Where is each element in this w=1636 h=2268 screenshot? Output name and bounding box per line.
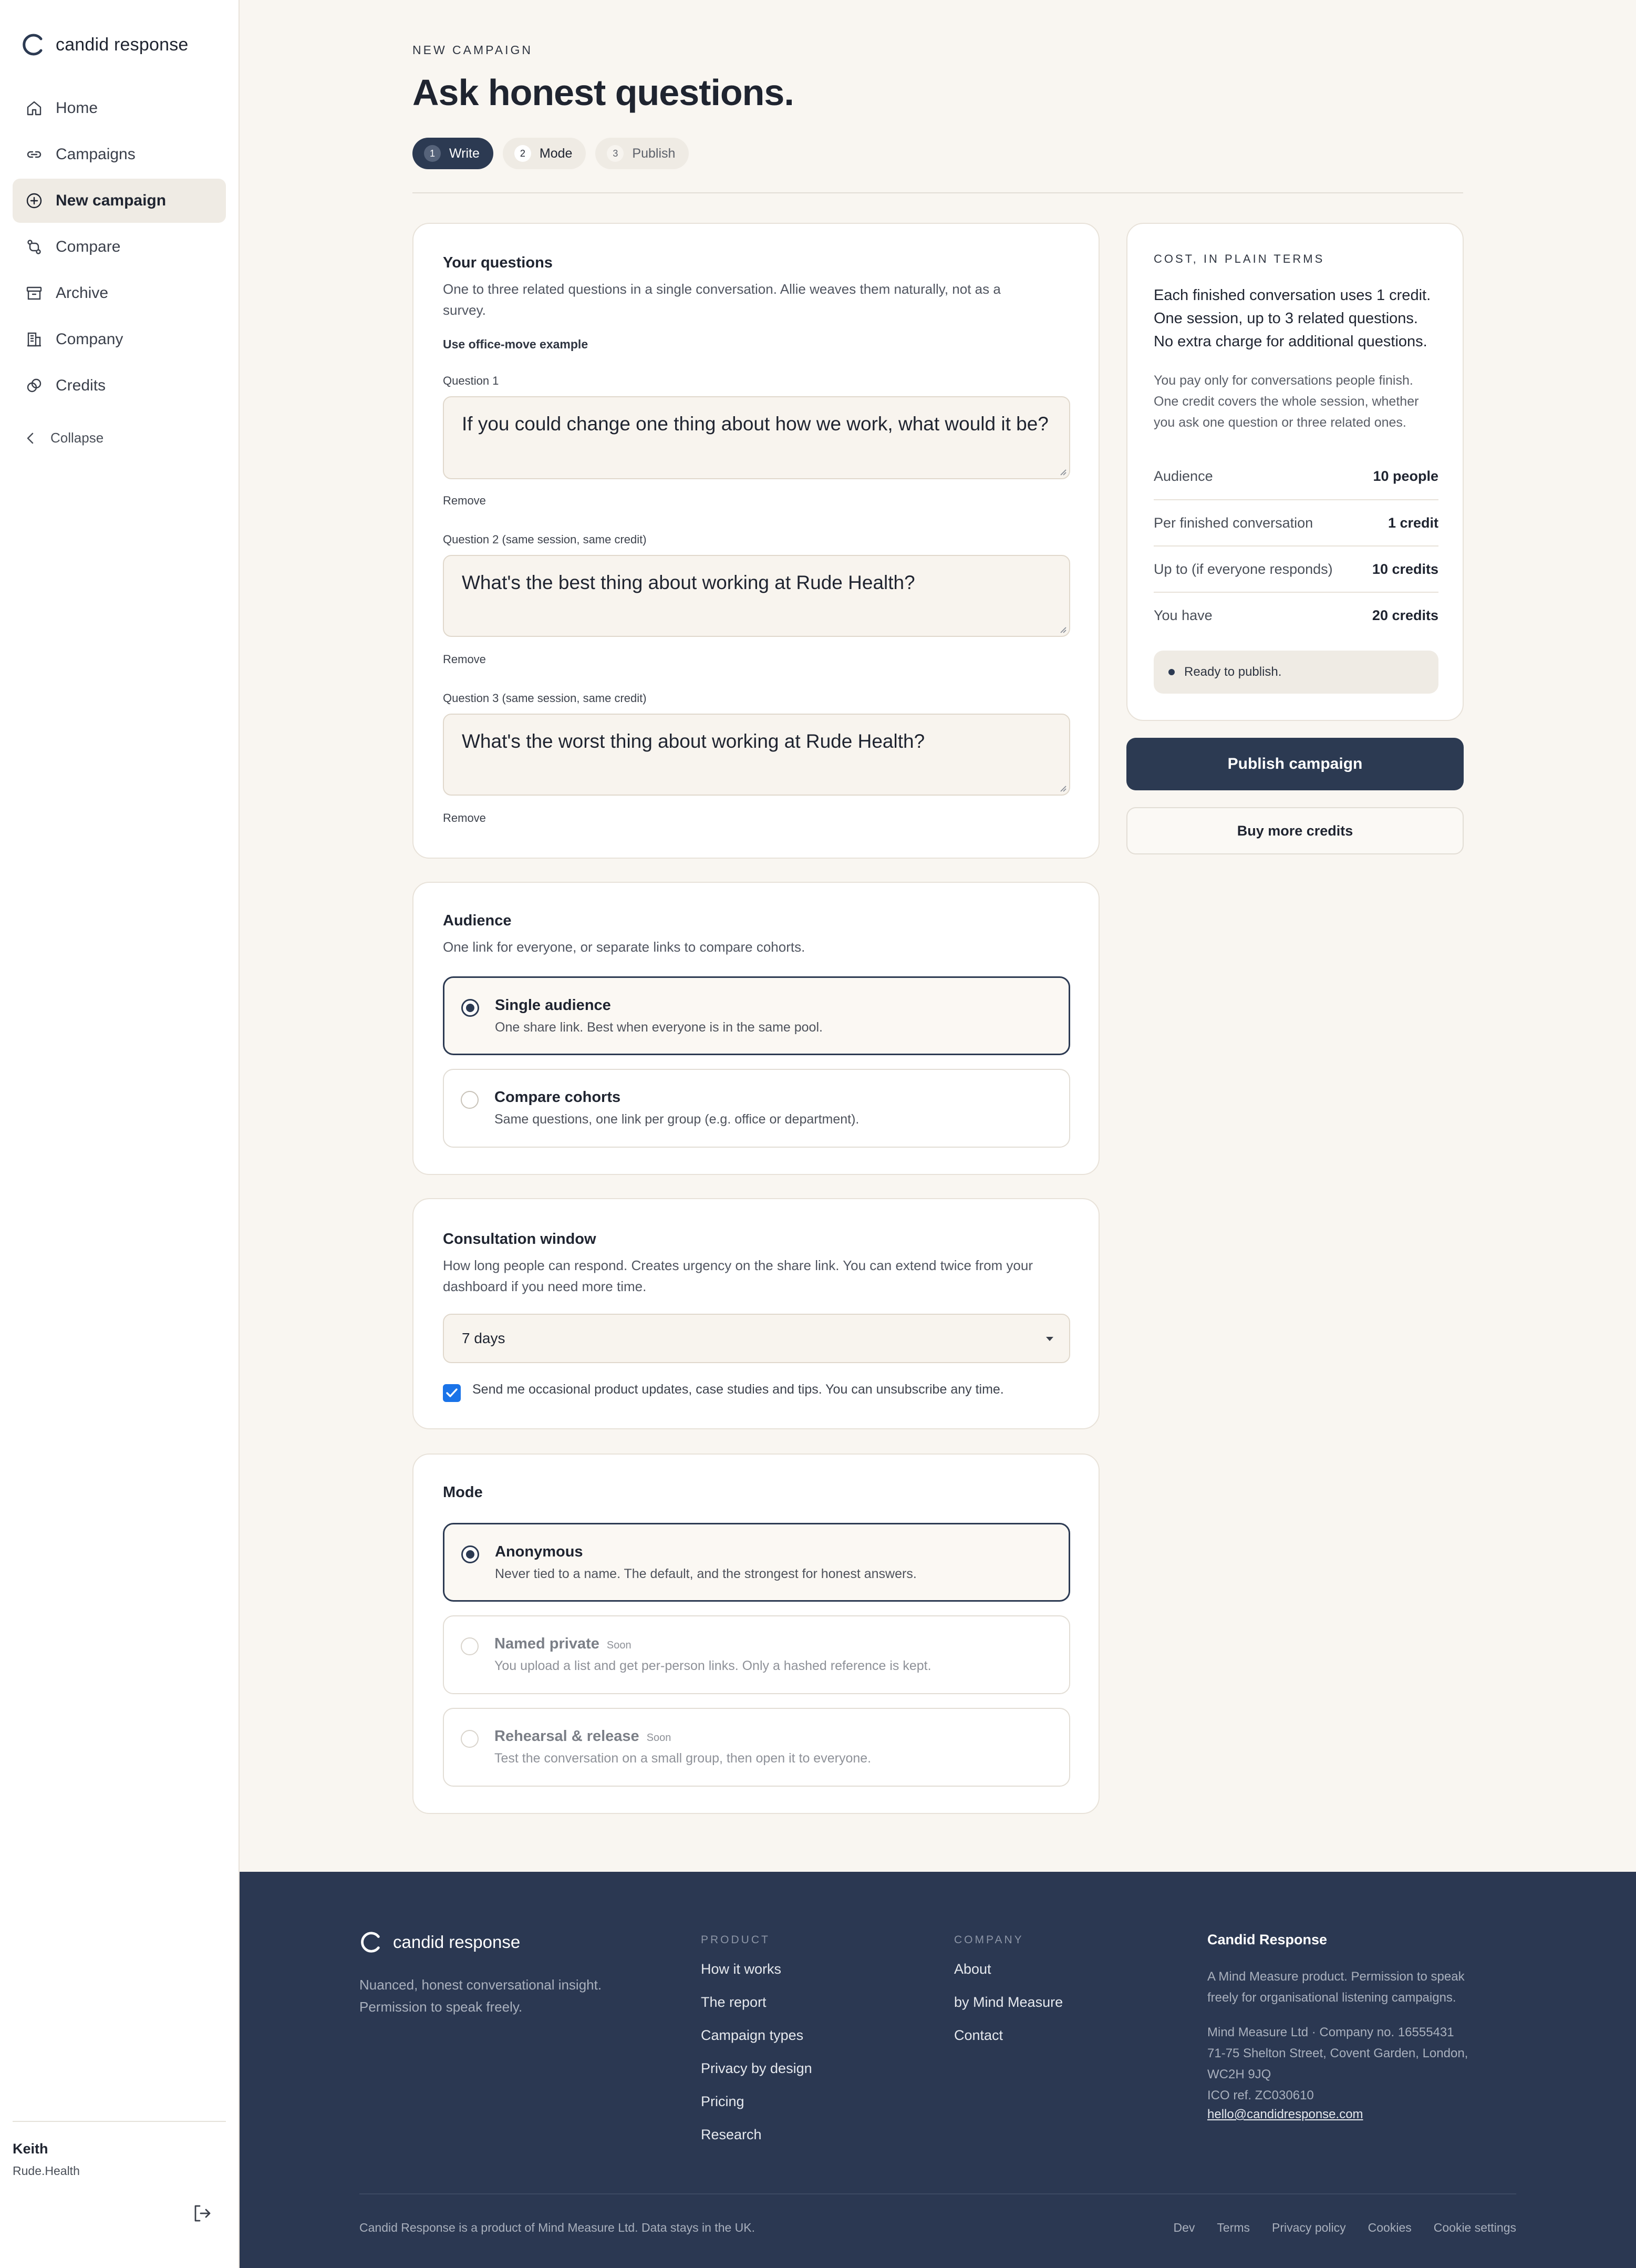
sidebar-item-new-campaign[interactable]: [13, 179, 226, 223]
mode-card: [412, 1453, 1100, 1814]
cost-lead-line: Each finished conversation uses 1 credit.: [1154, 287, 1431, 304]
header-divider: [412, 192, 1463, 193]
page-title: Ask honest questions.: [412, 72, 794, 113]
ready-status-text: Ready to publish.: [1184, 665, 1282, 679]
option-title: Anonymous: [495, 1543, 583, 1560]
footer-about-line: A Mind Measure product. Permission to speak: [1207, 1970, 1465, 1984]
footer-about-title: Candid Response: [1207, 1932, 1328, 1947]
mode-option-rehearsal[interactable]: [443, 1708, 1070, 1787]
option-desc: Test the conversation on a small group, then open it to everyone.: [494, 1751, 872, 1766]
footer-address-line: ICO ref. ZC030610: [1207, 2088, 1314, 2102]
building-icon: [25, 331, 43, 348]
questions-subtitle-line1: One to three related questions in a single conversation. Allie weaves them naturally, not as a: [443, 281, 1001, 297]
cost-eyebrow: COST, IN PLAIN TERMS: [1154, 252, 1325, 265]
sidebar-nav: [13, 86, 226, 410]
option-title: Rehearsal & release: [494, 1728, 639, 1745]
audience-subtitle: One link for everyone, or separate links to compare cohorts.: [443, 939, 805, 955]
option-title-wrap: [494, 1728, 671, 1745]
footer-legal: Candid Response is a product of Mind Measure Ltd. Data stays in the UK.: [359, 2221, 755, 2234]
step-label: Mode: [539, 146, 573, 161]
sidebar: [0, 0, 240, 2268]
footer-link[interactable]: Privacy by design: [701, 2060, 812, 2076]
mode-option-anonymous[interactable]: [443, 1523, 1070, 1602]
remove-question-2-button[interactable]: Remove: [443, 653, 486, 666]
home-icon: [25, 99, 43, 117]
radio-unselected-icon: [461, 1637, 479, 1655]
updates-optin-label: Send me occasional product updates, case studies and tips. You can unsubscribe any time.: [472, 1382, 1004, 1397]
cost-note-line: you ask one question or three related ones.: [1154, 415, 1406, 430]
option-title-wrap: [494, 1635, 631, 1653]
updates-optin-checkbox[interactable]: [443, 1384, 461, 1402]
logout-icon[interactable]: [191, 2203, 212, 2224]
soon-badge: Soon: [646, 1732, 671, 1744]
status-dot-icon: [1168, 669, 1175, 675]
ready-status: [1154, 651, 1438, 694]
footer-legal-link[interactable]: Privacy policy: [1272, 2221, 1346, 2234]
archive-icon: [25, 284, 43, 302]
footer-tagline-line: Permission to speak freely.: [359, 1999, 523, 2015]
question-3-input[interactable]: What's the worst thing about working at Rude Health?: [443, 714, 1070, 796]
resize-grip-icon[interactable]: [1059, 784, 1067, 792]
footer-about: [1207, 1966, 1502, 2008]
sidebar-item-credits[interactable]: [13, 364, 226, 408]
sidebar-item-label: Company: [56, 331, 123, 348]
questions-subtitle-line2: survey.: [443, 302, 486, 318]
footer-product-links: [701, 1961, 812, 2160]
audience-option-cohorts[interactable]: [443, 1069, 1070, 1148]
audience-card: [412, 882, 1100, 1175]
sidebar-item-label: New campaign: [56, 192, 167, 209]
footer-link[interactable]: by Mind Measure: [954, 1994, 1063, 2010]
radio-selected-icon: [461, 1545, 479, 1563]
link-icon: [25, 146, 43, 163]
sidebar-item-label: Home: [56, 99, 98, 117]
step-label: Write: [449, 146, 480, 161]
publish-campaign-button[interactable]: Publish campaign: [1126, 738, 1464, 790]
sidebar-item-archive[interactable]: [13, 271, 226, 315]
sidebar-item-label: Archive: [56, 284, 109, 302]
footer-legal-link[interactable]: Terms: [1217, 2221, 1250, 2234]
footer-product-heading: PRODUCT: [701, 1934, 770, 1946]
plus-circle-icon: [25, 192, 43, 210]
sidebar-divider: [13, 2121, 226, 2122]
resize-grip-icon[interactable]: [1059, 625, 1067, 634]
soon-badge: Soon: [606, 1640, 631, 1651]
cost-row-value: 1 credit: [1388, 514, 1438, 531]
user-org: Rude.Health: [13, 2164, 80, 2178]
cost-lead-line: One session, up to 3 related questions.: [1154, 310, 1418, 327]
footer-link[interactable]: Campaign types: [701, 2027, 804, 2043]
buy-more-credits-button[interactable]: Buy more credits: [1126, 807, 1464, 854]
option-desc: You upload a list and get per-person links. Only a hashed reference is kept.: [494, 1658, 931, 1673]
select-value: 7 days: [462, 1330, 505, 1346]
cost-row-label: You have: [1154, 607, 1213, 623]
option-desc: One share link. Best when everyone is in the same pool.: [495, 1020, 823, 1035]
footer-link[interactable]: Contact: [954, 2027, 1003, 2043]
consultation-card: [412, 1198, 1100, 1429]
sidebar-item-company[interactable]: [13, 317, 226, 362]
footer-tagline-line: Nuanced, honest conversational insight.: [359, 1977, 602, 1993]
cost-note-line: You pay only for conversations people finish.: [1154, 373, 1413, 388]
question-3-label: Question 3 (same session, same credit): [443, 692, 647, 705]
chevron-left-icon: [25, 432, 36, 445]
step-mode[interactable]: [503, 138, 586, 169]
step-number: 1: [424, 145, 441, 162]
footer-legal-links: [1174, 2221, 1517, 2235]
consultation-window-select[interactable]: [443, 1314, 1070, 1363]
sidebar-item-campaigns[interactable]: [13, 132, 226, 177]
footer-brand-name: candid response: [393, 1932, 521, 1952]
footer-link[interactable]: Research: [701, 2127, 762, 2142]
footer-email-link[interactable]: hello@candidresponse.com: [1207, 2107, 1363, 2121]
cost-row: [1154, 545, 1438, 592]
option-title: Named private: [494, 1635, 599, 1652]
cost-row-label: Per finished conversation: [1154, 514, 1313, 531]
remove-question-3-button[interactable]: Remove: [443, 811, 486, 824]
sidebar-item-label: Campaigns: [56, 146, 136, 163]
consultation-title: Consultation window: [443, 1231, 596, 1248]
mode-title: Mode: [443, 1484, 483, 1501]
cost-row: [1154, 592, 1438, 638]
consultation-subtitle-line2: dashboard if you need more time.: [443, 1279, 647, 1294]
question-2-input[interactable]: What's the best thing about working at Rude Health?: [443, 555, 1070, 637]
cost-card: [1126, 223, 1464, 721]
footer-link[interactable]: About: [954, 1961, 991, 1977]
user-name: Keith: [13, 2141, 48, 2157]
mode-option-named-private[interactable]: [443, 1615, 1070, 1694]
coins-icon: [25, 377, 43, 395]
footer-about-line: freely for organisational listening campaigns.: [1207, 1991, 1456, 2005]
cost-row-value: 20 credits: [1372, 607, 1438, 623]
collapse-button[interactable]: [25, 430, 103, 446]
cost-lead-line: No extra charge for additional questions.: [1154, 333, 1427, 350]
step-number: 2: [514, 145, 531, 162]
option-desc: Never tied to a name. The default, and the strongest for honest answers.: [495, 1566, 917, 1581]
footer-legal-link[interactable]: Cookies: [1368, 2221, 1412, 2234]
radio-unselected-icon: [461, 1091, 479, 1109]
footer-brand[interactable]: [359, 1931, 520, 1954]
questions-card: [412, 223, 1100, 859]
option-title: Single audience: [495, 997, 611, 1014]
footer-link[interactable]: Pricing: [701, 2094, 744, 2109]
sidebar-item-home[interactable]: [13, 86, 226, 130]
remove-question-1-button[interactable]: Remove: [443, 494, 486, 507]
footer-company-links: [954, 1961, 1063, 2060]
question-2-label: Question 2 (same session, same credit): [443, 533, 647, 546]
footer-link[interactable]: How it works: [701, 1961, 782, 1977]
brand-name: candid response: [56, 34, 189, 55]
footer-address: [1207, 2022, 1502, 2106]
compare-icon: [25, 238, 43, 256]
cost-row-label: Up to (if everyone responds): [1154, 561, 1333, 577]
question-1-input[interactable]: If you could change one thing about how we work, what would it be?: [443, 396, 1070, 479]
cost-row-label: Audience: [1154, 468, 1213, 484]
option-title: Compare cohorts: [494, 1089, 621, 1106]
cost-note-line: One credit covers the whole session, whether: [1154, 394, 1419, 409]
resize-grip-icon[interactable]: [1059, 468, 1067, 476]
cost-row: [1154, 453, 1438, 499]
audience-option-single[interactable]: [443, 976, 1070, 1055]
footer: [240, 1872, 1636, 2268]
brand-logo-icon: [359, 1931, 382, 1954]
audience-title: Audience: [443, 912, 512, 929]
question-1-label: Question 1: [443, 374, 499, 387]
sidebar-item-label: Credits: [56, 377, 106, 394]
step-write[interactable]: [412, 138, 493, 169]
cost-table: [1154, 453, 1438, 638]
step-publish[interactable]: [595, 138, 689, 169]
sidebar-item-label: Compare: [56, 238, 121, 255]
questions-title: Your questions: [443, 254, 553, 271]
brand[interactable]: [21, 33, 189, 57]
footer-company-heading: COMPANY: [954, 1934, 1024, 1946]
option-desc: Same questions, one link per group (e.g. office or department).: [494, 1112, 860, 1127]
radio-selected-icon: [461, 999, 479, 1017]
radio-unselected-icon: [461, 1730, 479, 1748]
consultation-subtitle-line1: How long people can respond. Creates urgency on the share link. You can extend twice from your: [443, 1257, 1033, 1273]
cost-row: [1154, 499, 1438, 545]
footer-address-line: 71-75 Shelton Street, Covent Garden, London,: [1207, 2046, 1468, 2060]
footer-link[interactable]: The report: [701, 1994, 767, 2010]
cost-note: [1154, 370, 1448, 433]
page-eyebrow: NEW CAMPAIGN: [412, 43, 533, 57]
cost-row-value: 10 people: [1373, 468, 1438, 484]
example-link[interactable]: Use office-move example: [443, 337, 588, 351]
footer-legal-link[interactable]: Dev: [1173, 2221, 1195, 2234]
brand-logo-icon: [21, 33, 45, 57]
footer-legal-link[interactable]: Cookie settings: [1433, 2221, 1516, 2234]
stepper: [412, 138, 689, 169]
footer-address-line: WC2H 9JQ: [1207, 2067, 1271, 2081]
sidebar-item-compare[interactable]: [13, 225, 226, 269]
footer-address-line: Mind Measure Ltd · Company no. 16555431: [1207, 2025, 1454, 2039]
footer-tagline: [359, 1974, 654, 2018]
footer-divider: [359, 2193, 1516, 2194]
step-number: 3: [607, 145, 624, 162]
caret-down-icon: [1046, 1337, 1053, 1341]
step-label: Publish: [632, 146, 676, 161]
collapse-label: Collapse: [50, 430, 104, 446]
cost-row-value: 10 credits: [1372, 561, 1438, 577]
checkmark-icon: [446, 1387, 458, 1399]
cost-lead: [1154, 284, 1448, 353]
